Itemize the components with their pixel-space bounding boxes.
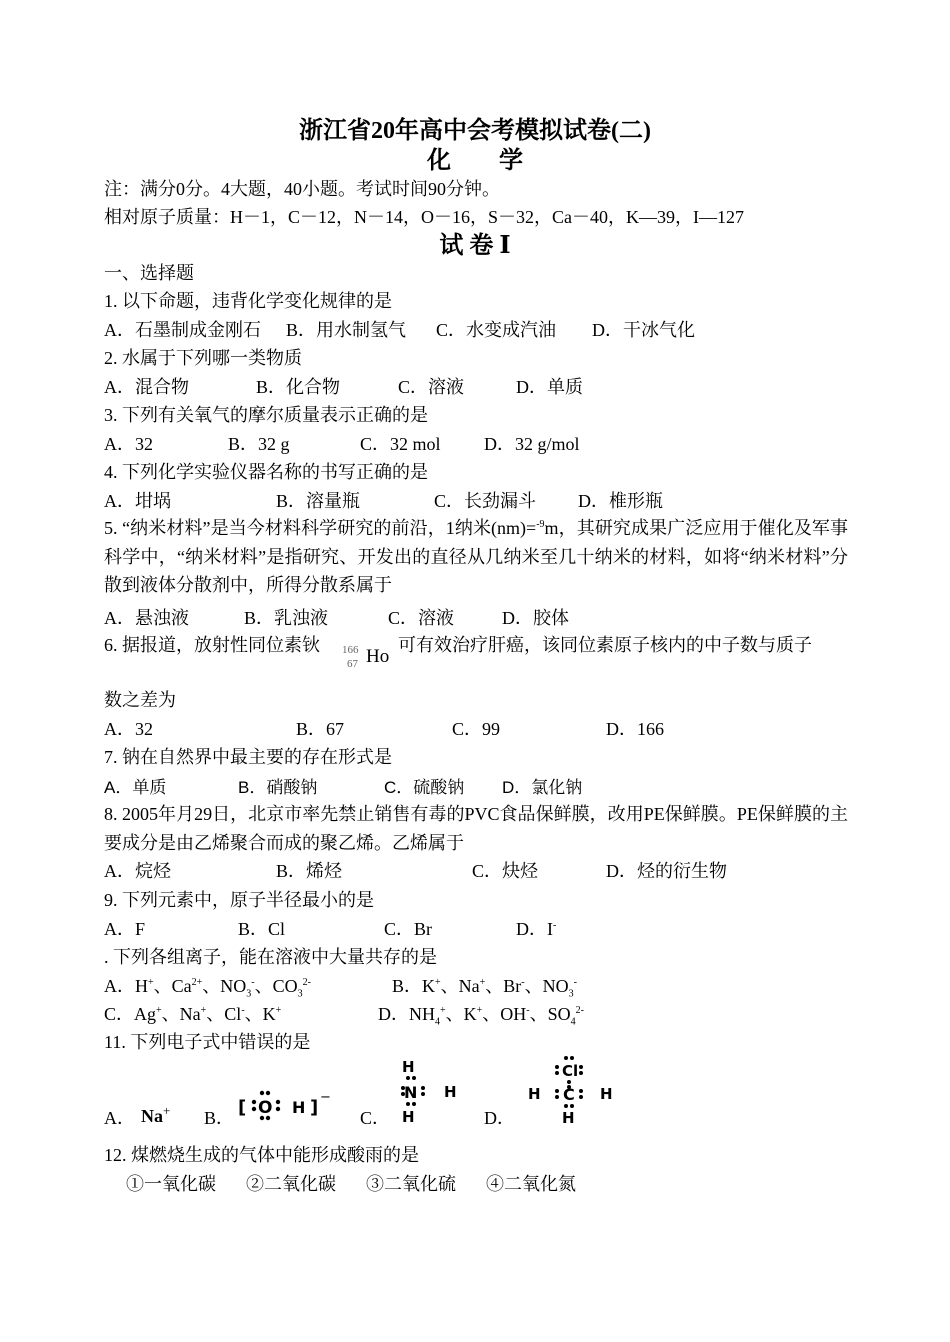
svg-text:]: ]: [310, 1097, 319, 1118]
option-d: [516, 918, 556, 940]
option-a: A．F: [104, 919, 146, 939]
option-b: B．化合物: [256, 377, 341, 397]
question-4-stem: 4. 下列化学实验仪器名称的书写正确的是: [104, 462, 428, 482]
option-d: D．单质: [516, 377, 583, 397]
atomic-masses: 相对原子质量：H－1，C－12，N－14，O－16，S－32，Ca－40，K—39，I—127: [104, 207, 744, 227]
option-d: D．32 g/mol: [484, 434, 580, 454]
question-12-stem: 12. 煤燃烧生成的气体中能形成酸雨的是: [104, 1145, 419, 1165]
option-c: C．99: [452, 719, 501, 739]
svg-text:H: H: [292, 1098, 306, 1117]
question-7-stem: 7. 钠在自然界中最主要的存在形式是: [104, 747, 392, 767]
option-d: D．166: [606, 719, 664, 739]
sodium-symbol: Na: [141, 1106, 163, 1126]
svg-text:H: H: [444, 1083, 457, 1101]
section-title: 试 卷 Ⅰ: [439, 233, 511, 259]
isotope-symbol: Ho: [366, 646, 390, 667]
svg-text:H: H: [402, 1058, 415, 1076]
exam-note: 注：满分0分。4大题，40小题。考试时间90分钟。: [104, 179, 500, 199]
svg-text:H: H: [528, 1085, 541, 1103]
option-d: D．$NH_4^+$、K+、OH-、$SO_4^{2-}$: [378, 1004, 584, 1028]
option-c: C．长劲漏斗: [434, 491, 537, 511]
option-b: B．67: [296, 719, 345, 739]
option-a: A．石墨制成金刚石: [104, 320, 261, 340]
svg-text:Cl: Cl: [562, 1062, 579, 1080]
isotope-mass-number: 166: [342, 644, 359, 656]
item-1: ①一氧化碳: [126, 1174, 216, 1194]
option-d-label: D．: [484, 1108, 515, 1128]
hydroxide-electron-formula: [234, 1085, 344, 1125]
option-a: A．烷烃: [104, 861, 171, 881]
option-a: A．32: [104, 434, 153, 454]
option-c: C．Br: [384, 919, 433, 939]
option-d-text: D．I: [516, 919, 553, 939]
question-2-stem: 2. 水属于下列哪一类物质: [104, 348, 302, 368]
question-3-stem: 3. 下列有关氧气的摩尔质量表示正确的是: [104, 405, 428, 425]
svg-text:−: −: [320, 1090, 331, 1105]
option-a: A．坩埚: [104, 491, 171, 511]
option-b: B．K+、Na+、Br-、$NO_3^-$: [392, 976, 577, 1000]
option-c: C．32 mol: [360, 434, 441, 454]
option-d: D．烃的衍生物: [606, 861, 727, 881]
option-c: C．Ag+、Na+、Cl-、K+: [104, 1004, 282, 1024]
option-c: C．溶液: [398, 377, 465, 397]
item-4: ④二氧化氮: [486, 1174, 576, 1194]
subject-title: 化 学: [427, 148, 523, 174]
option-a: A．32: [104, 719, 153, 739]
option-b: B．32 g: [228, 434, 290, 454]
option-a: A．单质: [104, 778, 167, 797]
option-a: A．混合物: [104, 377, 189, 397]
option-c-label: C．: [360, 1108, 391, 1128]
question-6-stem-line1: [104, 634, 320, 656]
option-c: C．溶液: [388, 608, 455, 628]
option-a: A．H+、$Ca^{2+}$、$NO_3^-$、$CO_3^{2-}$: [104, 976, 311, 1000]
svg-text:C: C: [563, 1085, 575, 1104]
q6-stem-part2: 可有效治疗肝癌，该同位素原子核内的中子数与质子: [398, 635, 812, 655]
question-8-stem: 8. 2005年月29日，北京市率先禁止销售有毒的PVC食品保鲜膜，改用PE保鲜膜。PE保鲜膜的主要成分是由乙烯聚合而成的聚乙烯。乙烯属于: [104, 804, 848, 853]
option-a-formula: Na+: [141, 1103, 171, 1126]
q5-stem-part2: m，其研究成果广泛应用于催化及军事科学中，“纳米材料”是指研究、开发出的直径从几纳米至几十纳米的材料，如将“纳米材料”分散到液体分散剂中，所得分散系属于: [104, 518, 848, 595]
question-11-stem: 11. 下列电子式中错误的是: [104, 1032, 311, 1052]
q5-exponent: -9: [536, 519, 545, 530]
exam-title: 浙江省20年高中会考模拟试卷(二): [299, 118, 651, 144]
svg-text:H: H: [562, 1109, 575, 1127]
option-c: C．硫酸钠: [384, 778, 465, 797]
option-c: C．炔烃: [472, 861, 539, 881]
option-b: B．溶量瓶: [276, 491, 361, 511]
question-5-stem: [104, 514, 848, 600]
question-1-stem: 1. 以下命题，违背化学变化规律的是: [104, 291, 392, 311]
question-10-stem: . 下列各组离子，能在溶液中大量共存的是: [104, 947, 437, 967]
option-d: D．干冰气化: [592, 320, 695, 340]
svg-text:O: O: [258, 1098, 273, 1118]
option-b-label: B．: [204, 1108, 235, 1128]
isotope-atomic-number: 67: [347, 658, 358, 670]
ammonia-electron-formula: [396, 1056, 476, 1128]
option-d: D．椎形瓶: [578, 491, 663, 511]
question-9-stem: 9. 下列元素中，原子半径最小的是: [104, 890, 374, 910]
option-a-label: A．: [104, 1108, 135, 1128]
option-b: B．用水制氢气: [286, 320, 407, 340]
item-3: ③二氧化硫: [366, 1174, 456, 1194]
chloromethane-electron-formula: [524, 1052, 628, 1128]
section-heading: 一、选择题: [104, 263, 194, 283]
item-2: ②二氧化碳: [246, 1174, 336, 1194]
option-d: D．氯化钠: [502, 778, 583, 797]
q5-stem-part1: 5. “纳米材料”是当今材料科学研究的前沿，1纳米(nm)=: [104, 518, 537, 538]
option-a: A．悬浊液: [104, 608, 189, 628]
charge-minus: -: [553, 920, 557, 931]
svg-text:H: H: [402, 1108, 415, 1126]
option-b: B．硝酸钠: [238, 778, 318, 797]
q6-stem-part1: 6. 据报道，放射性同位素钬: [104, 635, 320, 655]
option-b: B．烯烃: [276, 861, 343, 881]
option-b: B．Cl: [238, 919, 286, 939]
option-b: B．乳浊液: [244, 608, 329, 628]
option-c: C．水变成汽油: [436, 320, 557, 340]
svg-text:H: H: [600, 1085, 613, 1103]
svg-text:[: [: [238, 1097, 247, 1118]
option-d: D．胶体: [502, 608, 569, 628]
q6-stem-part3: 数之差为: [104, 690, 176, 710]
svg-text:N: N: [404, 1083, 418, 1102]
